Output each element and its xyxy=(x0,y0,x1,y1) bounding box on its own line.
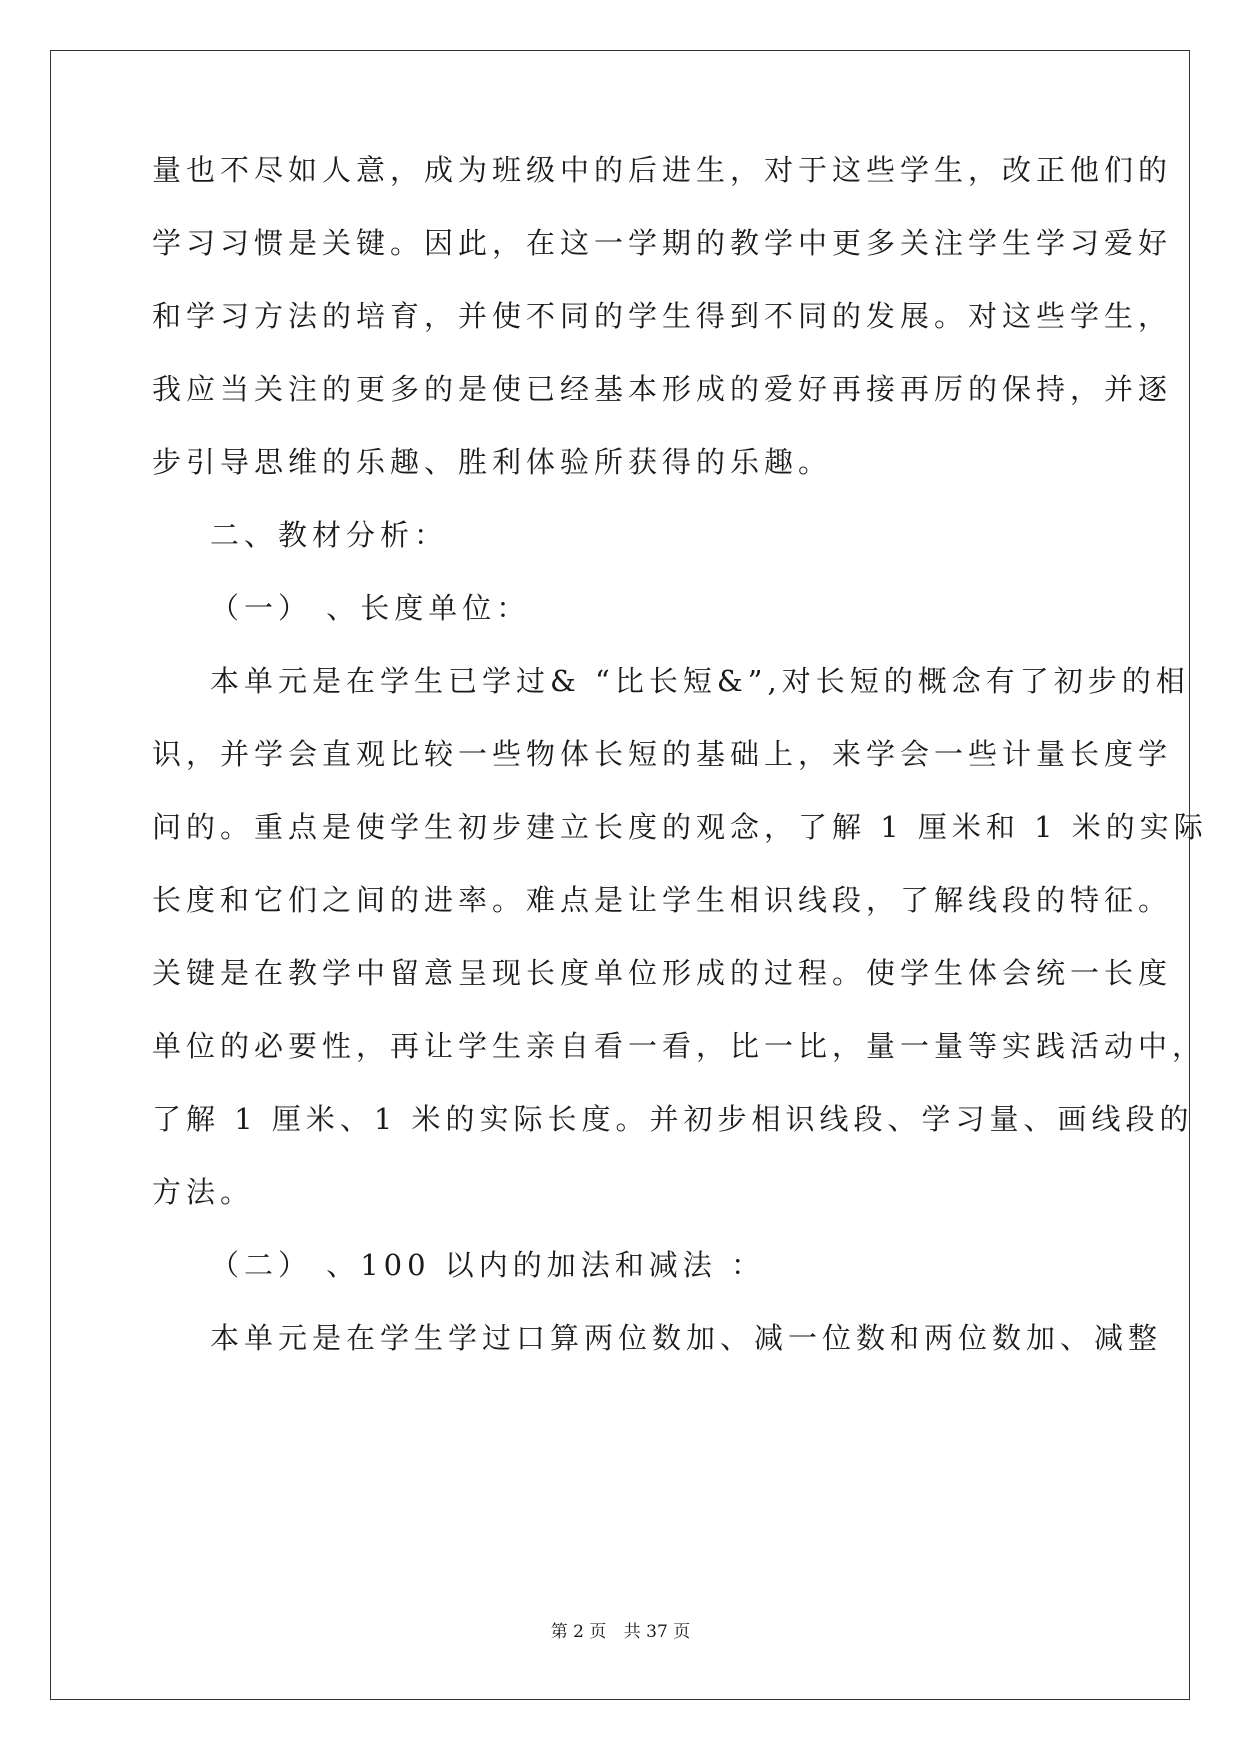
paragraph-line: 本单元是在学生已学过& “比长短&”,对长短的概念有了初步的相 xyxy=(210,664,1190,698)
paragraph-line: 和学习方法的培育，并使不同的学生得到不同的发展。对这些学生， xyxy=(152,299,1173,333)
paragraph-line: 问的。重点是使学生初步建立长度的观念，了解 1 厘米和 1 米的实际 xyxy=(152,810,1208,844)
page-number: 第 2 页 xyxy=(550,1622,607,1642)
paragraph-line: 长度和它们之间的进率。难点是让学生相识线段，了解线段的特征。 xyxy=(152,883,1173,917)
paragraph-line: 步引导思维的乐趣、胜利体验所获得的乐趣。 xyxy=(152,445,833,479)
subsection-heading: （一） 、长度单位： xyxy=(210,591,531,625)
section-heading: 二、教材分析： xyxy=(210,518,449,552)
page-footer xyxy=(0,1620,1241,1644)
paragraph-line: 我应当关注的更多的是使已经基本形成的爱好再接再厉的保持，并逐 xyxy=(152,372,1173,406)
paragraph-line: 学习习惯是关键。因此，在这一学期的教学中更多关注学生学习爱好 xyxy=(152,226,1173,260)
paragraph-line: 本单元是在学生学过口算两位数加、减一位数和两位数加、减整 xyxy=(210,1321,1163,1355)
subsection-heading: （二） 、100 以内的加法和减法 ： xyxy=(210,1248,766,1282)
paragraph-line: 方法。 xyxy=(152,1175,255,1209)
paragraph-line: 量也不尽如人意，成为班级中的后进生，对于这些学生，改正他们的 xyxy=(152,153,1173,187)
paragraph-line: 识，并学会直观比较一些物体长短的基础上，来学会一些计量长度学 xyxy=(152,737,1173,771)
paragraph-line: 关键是在教学中留意呈现长度单位形成的过程。使学生体会统一长度 xyxy=(152,956,1173,990)
paragraph-line: 了解 1 厘米、1 米的实际长度。并初步相识线段、学习量、画线段的 xyxy=(152,1102,1194,1136)
page-total: 共 37 页 xyxy=(623,1622,691,1642)
paragraph-line: 单位的必要性，再让学生亲自看一看，比一比，量一量等实践活动中， xyxy=(152,1029,1207,1063)
